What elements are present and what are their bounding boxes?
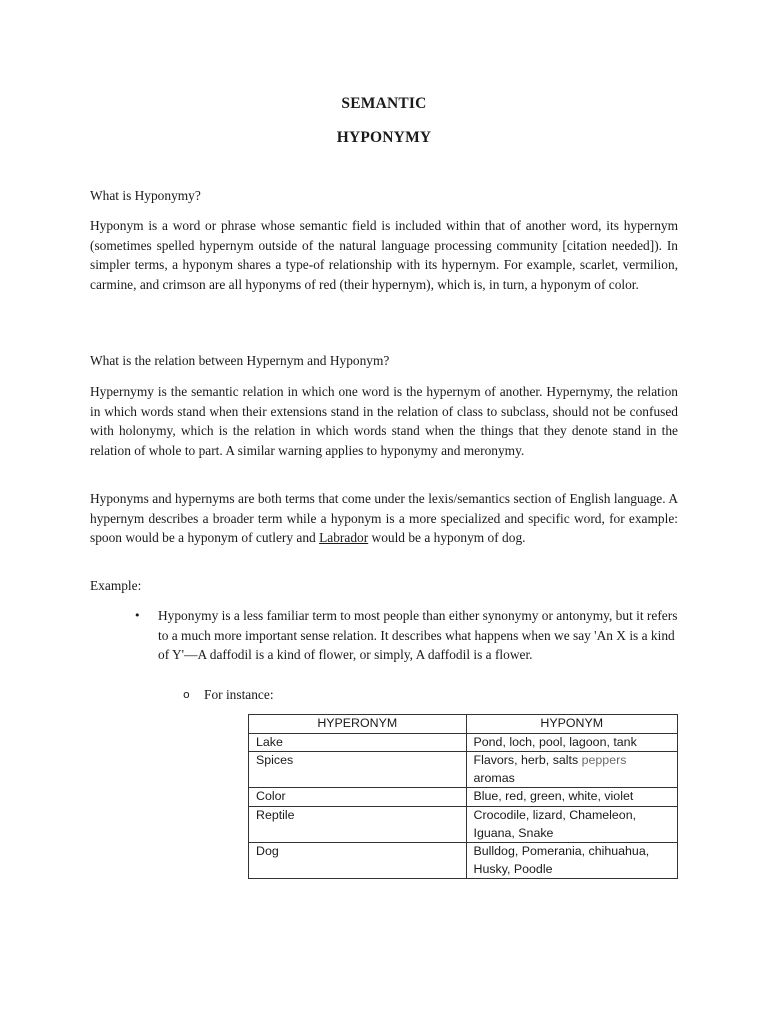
table-row bbox=[249, 843, 678, 879]
hyperonym-cell: Dog bbox=[249, 843, 467, 879]
hyponym-cell: Crocodile, lizard, Chameleon, Iguana, Snake bbox=[466, 806, 678, 842]
document-title-line1: SEMANTIC bbox=[341, 95, 427, 112]
question-hypernym-hyponym-relation: What is the relation between Hypernym and Hyponym? bbox=[90, 353, 390, 368]
bullet-dot-icon: • bbox=[134, 609, 141, 622]
paragraph-lexis-text-a: Hyponyms and hypernyms are both terms that come under the lexis/semantics section of English language. A hypernym describes a broader term while a hyponym is a more specialized and specific word, for example: spoon would be a hyponym of cutlery and bbox=[90, 491, 678, 546]
hyponym-cell: Pond, loch, pool, lagoon, tank bbox=[466, 733, 678, 752]
hyponym-cell: Blue, red, green, white, violet bbox=[466, 788, 678, 807]
sub-bullet-circle-icon: o bbox=[183, 688, 190, 701]
hyponym-cell bbox=[466, 752, 678, 788]
hyperonym-cell: Color bbox=[249, 788, 467, 807]
table-header-row bbox=[249, 715, 678, 734]
hyperonym-hyponym-table bbox=[248, 714, 678, 879]
hyperonym-cell: Spices bbox=[249, 752, 467, 788]
question-what-is-hyponymy: What is Hyponymy? bbox=[90, 188, 201, 203]
hyponym-cell-tail: aromas bbox=[473, 770, 515, 785]
table-row bbox=[249, 788, 678, 807]
paragraph-lexis-semantics bbox=[90, 489, 678, 548]
header-hyperonym: HYPERONYM bbox=[249, 715, 467, 734]
hyponym-cell-text: Flavors, herb, salts bbox=[473, 753, 582, 768]
bullet-item-hyponymy: Hyponymy is a less familiar term to most people than either synonymy or antonymy, but it refers to a much more important sense relation. It describes what happens when we say 'An X is a kind of Y'—A daffodil is a kind of flower, or simply, A daffodil is a flower. bbox=[158, 608, 678, 663]
hyponym-cell-faded-text: peppers bbox=[581, 753, 627, 768]
example-label: Example: bbox=[90, 578, 142, 593]
paragraph-hypernymy: Hypernymy is the semantic relation in which one word is the hypernym of another. Hypernymy, the relation in which words stand when their extensions stand in the relation of class to subclass, should not be confused with holonymy, which is the relation in which words stand when the things that they denote stand in the relation of whole to part. A similar warning applies to hyponymy and meronymy. bbox=[90, 384, 678, 458]
table-row bbox=[249, 733, 678, 752]
sub-bullet-for-instance: For instance: bbox=[204, 687, 274, 702]
document-title-line2: HYPONYMY bbox=[336, 129, 432, 146]
table-row bbox=[249, 806, 678, 842]
hyperonym-cell: Lake bbox=[249, 733, 467, 752]
hyponym-cell: Bulldog, Pomerania, chihuahua, Husky, Poodle bbox=[466, 843, 678, 879]
paragraph-lexis-text-b: would be a hyponym of dog. bbox=[368, 530, 526, 546]
header-hyponym: HYPONYM bbox=[466, 715, 678, 734]
table-row bbox=[249, 752, 678, 788]
labrador-link[interactable]: Labrador bbox=[319, 530, 369, 546]
hyperonym-cell: Reptile bbox=[249, 806, 467, 842]
paragraph-hyponym-definition: Hyponym is a word or phrase whose semantic field is included within that of another word, its hypernym (sometimes spelled hypernym outside of the natural language processing community [citation needed]). In simpler terms, a hyponym shares a type-of relationship with its hypernym. For example, scarlet, vermilion, carmine, and crimson are all hyponyms of red (their hypernym), which is, in turn, a hyponym of color. bbox=[90, 218, 678, 292]
